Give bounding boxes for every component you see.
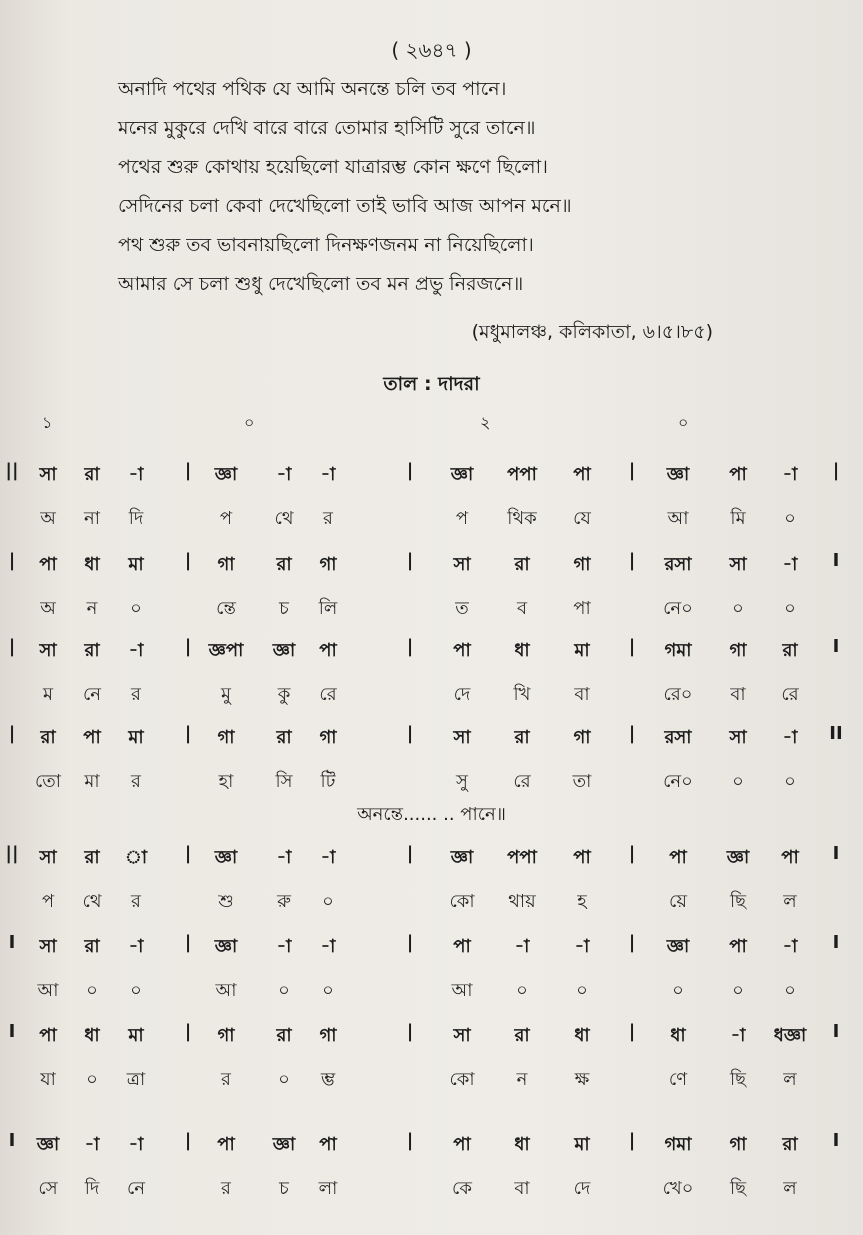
swara-note: -া <box>782 727 798 748</box>
beat-mark: ০ <box>678 413 689 432</box>
lyric-syllable: কো <box>449 891 475 912</box>
lyric-syllable: আ <box>451 980 473 1001</box>
lyric-syllable: মু <box>221 684 231 705</box>
lyric-syllable: ছি <box>729 891 747 912</box>
bar-line: | <box>8 636 16 657</box>
swara-note: ধা <box>670 1025 686 1046</box>
lyric-syllable: ক্ষ <box>574 1069 590 1090</box>
lyric-syllable: নে <box>82 684 102 705</box>
swara-note: রা <box>276 727 292 748</box>
bar-line: I <box>8 1130 16 1151</box>
lyric-syllable: র <box>323 508 333 529</box>
lyric-row <box>0 887 863 917</box>
swara-note: জ্ঞা <box>450 464 474 485</box>
swara-note: -া <box>128 1134 144 1155</box>
bar-line: | <box>628 1130 636 1151</box>
swara-note: গমা <box>664 640 692 661</box>
bar-line: || <box>5 460 19 481</box>
swara-note: া <box>124 847 148 868</box>
bar-line: | <box>8 550 16 571</box>
swara-note: সা <box>453 727 471 748</box>
lyric-row <box>0 1065 863 1095</box>
bar-line: | <box>628 550 636 571</box>
swara-note: পা <box>573 847 591 868</box>
lyric-syllable: শু <box>218 891 234 912</box>
swara-note: ধা <box>514 640 530 661</box>
swara-note: গমা <box>664 1134 692 1155</box>
swara-note: রা <box>514 554 530 575</box>
source-citation: (মধুমালঞ্চ, কলিকাতা, ৬।৫।৮৫) <box>471 321 713 343</box>
bar-line: | <box>406 460 414 481</box>
lyric-syllable: তো <box>34 771 62 792</box>
lyric-syllable: নে <box>126 1178 146 1199</box>
swara-note: পা <box>39 554 57 575</box>
swara-note: সা <box>39 464 57 485</box>
poem-line: পথ শুরু তব ভাবনায়ছিলো দিনক্ষণজনম না নিয়েছিলো। <box>118 234 534 256</box>
refrain-note: অনন্তে...... .. পানে॥ <box>357 804 506 825</box>
lyric-syllable: মি <box>730 508 746 529</box>
beat-mark: ০ <box>244 413 255 432</box>
swara-note: পা <box>83 727 101 748</box>
bar-line: I <box>832 932 840 953</box>
lyric-syllable: রে <box>319 684 337 705</box>
bar-line: | <box>406 550 414 571</box>
poem-line: আমার সে চলা শুধু দেখেছিলো তব মন প্রভু নিরজনে॥ <box>118 273 524 295</box>
swara-note: গা <box>217 554 235 575</box>
swara-note: গা <box>573 727 591 748</box>
lyric-syllable: প <box>219 508 233 529</box>
swara-note: গা <box>729 1134 747 1155</box>
swara-note: রা <box>782 1134 798 1155</box>
swara-note: ধা <box>84 1025 100 1046</box>
swara-note: রা <box>276 554 292 575</box>
page-number: ( ২৬৪৭ ) <box>391 38 472 62</box>
bar-line: I <box>832 636 840 657</box>
swara-note: সা <box>39 847 57 868</box>
lyric-syllable: ০ <box>784 771 796 792</box>
swara-row <box>0 723 863 753</box>
bar-line: | <box>628 460 636 481</box>
swara-note: জ্ঞা <box>214 464 238 485</box>
lyric-syllable: ত <box>455 598 469 619</box>
lyric-syllable: রু <box>277 891 291 912</box>
bar-line: I <box>832 843 840 864</box>
lyric-syllable: ল <box>783 1178 797 1199</box>
lyric-syllable: আ <box>37 980 59 1001</box>
swara-note: -া <box>320 464 336 485</box>
lyric-syllable: র <box>221 1178 231 1199</box>
lyric-syllable: ম <box>43 684 53 705</box>
lyric-syllable: ছি <box>729 1069 747 1090</box>
lyric-syllable: ০ <box>576 980 588 1001</box>
swara-note: জ্ঞা <box>450 847 474 868</box>
lyric-syllable: র <box>131 771 141 792</box>
swara-note: -া <box>320 847 336 868</box>
swara-note: পা <box>573 464 591 485</box>
lyric-syllable: থিক <box>507 508 537 529</box>
swara-note: রা <box>84 640 100 661</box>
bar-line: | <box>184 723 192 744</box>
swara-note: জ্ঞপা <box>208 640 244 661</box>
lyric-syllable: প <box>455 508 469 529</box>
lyric-syllable: ০ <box>86 1069 98 1090</box>
lyric-syllable: ল <box>783 891 797 912</box>
lyric-syllable: ত্রা <box>126 1069 146 1090</box>
swara-note: -া <box>514 936 530 957</box>
lyric-row <box>0 976 863 1006</box>
swara-note: পপা <box>507 464 537 485</box>
bar-line: | <box>628 932 636 953</box>
swara-note: জ্ঞা <box>666 464 690 485</box>
swara-note: সা <box>453 1025 471 1046</box>
lyric-syllable: বা <box>730 684 746 705</box>
lyric-syllable: ন্তে <box>216 598 236 619</box>
bar-line: | <box>8 723 16 744</box>
swara-note: পা <box>781 847 799 868</box>
swara-note: সা <box>729 554 747 575</box>
lyric-syllable: ০ <box>322 980 334 1001</box>
lyric-syllable: মা <box>84 771 100 792</box>
swara-note: রা <box>514 727 530 748</box>
poem-lyrics <box>118 70 572 304</box>
lyric-syllable: যে <box>573 508 591 529</box>
swara-note: পা <box>453 936 471 957</box>
swara-row <box>0 1021 863 1051</box>
lyric-syllable: চ <box>279 1178 289 1199</box>
lyric-syllable: ০ <box>516 980 528 1001</box>
swara-note: রসা <box>664 554 692 575</box>
swara-note: রা <box>276 1025 292 1046</box>
swara-note: রা <box>40 727 56 748</box>
bar-line: | <box>406 932 414 953</box>
lyric-syllable: আ <box>215 980 237 1001</box>
lyric-syllable: দে <box>573 1178 591 1199</box>
lyric-syllable: বা <box>574 684 590 705</box>
lyric-syllable: দে <box>453 684 471 705</box>
bar-line: | <box>184 460 192 481</box>
swara-note: ধা <box>514 1134 530 1155</box>
lyric-syllable: ন <box>516 1069 528 1090</box>
lyric-syllable: ছি <box>729 1178 747 1199</box>
swara-note: ধা <box>84 554 100 575</box>
swara-note: গা <box>319 1025 337 1046</box>
lyric-syllable: ন <box>86 598 98 619</box>
swara-note: জ্ঞা <box>726 847 750 868</box>
bar-line: | <box>628 843 636 864</box>
poem-line: অনাদি পথের পথিক যে আমি অনন্তে চলি তব পানে। <box>118 78 507 100</box>
bar-line: | <box>184 1021 192 1042</box>
lyric-syllable: কো <box>449 1069 475 1090</box>
swara-note: -া <box>782 464 798 485</box>
bar-line: | <box>406 843 414 864</box>
lyric-syllable: রে <box>513 771 531 792</box>
lyric-syllable: ০ <box>784 598 796 619</box>
swara-row <box>0 460 863 490</box>
swara-note: রা <box>514 1025 530 1046</box>
swara-note: পা <box>453 1134 471 1155</box>
swara-note: জ্ঞা <box>214 936 238 957</box>
swara-note: -া <box>84 1134 100 1155</box>
lyric-syllable: থে <box>274 508 294 529</box>
lyric-syllable: কে <box>452 1178 472 1199</box>
lyric-syllable: রে <box>781 684 799 705</box>
lyric-syllable: চ <box>279 598 289 619</box>
swara-note: পা <box>319 1134 337 1155</box>
lyric-syllable: খি <box>513 684 531 705</box>
swara-note: গা <box>319 554 337 575</box>
beat-mark: ২ <box>480 413 491 432</box>
swara-note: সা <box>39 640 57 661</box>
swara-note: গা <box>217 727 235 748</box>
swara-note: পা <box>729 936 747 957</box>
swara-note: গা <box>573 554 591 575</box>
bar-line: | <box>628 723 636 744</box>
swara-note: -া <box>128 936 144 957</box>
swara-row <box>0 636 863 666</box>
beat-mark: ১ <box>42 413 53 432</box>
lyric-syllable: ল <box>783 1069 797 1090</box>
lyric-syllable: ০ <box>672 980 684 1001</box>
lyric-syllable: তা <box>572 771 592 792</box>
bar-line: || <box>5 843 19 864</box>
lyric-syllable: লি <box>318 598 338 619</box>
lyric-syllable: হা <box>218 771 234 792</box>
beat-markers <box>0 410 863 438</box>
lyric-syllable: টি <box>320 771 336 792</box>
swara-note: জ্ঞা <box>214 847 238 868</box>
swara-note: ধা <box>574 1025 590 1046</box>
swara-row <box>0 550 863 580</box>
lyric-syllable: দি <box>84 1178 100 1199</box>
swara-note: পা <box>217 1134 235 1155</box>
swara-note: মা <box>574 640 590 661</box>
bar-line: I <box>8 932 16 953</box>
lyric-syllable: যা <box>40 1069 56 1090</box>
lyric-syllable: দি <box>128 508 144 529</box>
lyric-syllable: অ <box>40 508 56 529</box>
bar-line: | <box>406 1021 414 1042</box>
bar-line: II <box>829 723 843 744</box>
lyric-syllable: হ <box>577 891 587 912</box>
lyric-syllable: ০ <box>732 598 744 619</box>
lyric-syllable: থে <box>82 891 102 912</box>
bar-line: | <box>184 636 192 657</box>
bar-line: | <box>628 1021 636 1042</box>
poem-line: পথের শুরু কোথায় হয়েছিলো যাত্রারম্ভ কোন ক্ষণে ছিলো। <box>118 156 548 178</box>
lyric-syllable: থায় <box>508 891 536 912</box>
lyric-row <box>0 1174 863 1204</box>
swara-row <box>0 843 863 873</box>
lyric-syllable: কু <box>277 684 291 705</box>
swara-note: -া <box>276 936 292 957</box>
swara-note: মা <box>128 1025 144 1046</box>
swara-note: -া <box>782 554 798 575</box>
swara-note: -া <box>276 847 292 868</box>
swara-note: জ্ঞা <box>36 1134 60 1155</box>
swara-note: সা <box>39 936 57 957</box>
swara-note: -া <box>730 1025 746 1046</box>
swara-note: রা <box>84 847 100 868</box>
lyric-syllable: ণে <box>668 1069 688 1090</box>
lyric-syllable: র <box>131 891 141 912</box>
swara-note: -া <box>574 936 590 957</box>
bar-line: | <box>184 932 192 953</box>
lyric-syllable: না <box>84 508 100 529</box>
swara-note: গা <box>217 1025 235 1046</box>
swara-note: মা <box>128 554 144 575</box>
swara-note: রা <box>782 640 798 661</box>
swara-note: রসা <box>664 727 692 748</box>
lyric-syllable: অ <box>40 598 56 619</box>
swara-note: পা <box>453 640 471 661</box>
swara-row <box>0 932 863 962</box>
poem-line: সেদিনের চলা কেবা দেখেছিলো তাই ভাবি আজ আপন মনে॥ <box>118 195 572 217</box>
bar-line: | <box>832 460 840 481</box>
bar-line: | <box>406 1130 414 1151</box>
swara-note: রা <box>84 936 100 957</box>
lyric-syllable: নে০ <box>663 598 693 619</box>
lyric-syllable: সে <box>38 1178 58 1199</box>
lyric-syllable: নে০ <box>663 771 693 792</box>
swara-note: -া <box>320 936 336 957</box>
lyric-row <box>0 767 863 797</box>
lyric-row <box>0 504 863 534</box>
lyric-syllable: খে০ <box>662 1178 694 1199</box>
lyric-syllable: পা <box>573 598 591 619</box>
lyric-syllable: ব <box>516 598 528 619</box>
bar-line: | <box>184 1130 192 1151</box>
lyric-syllable: ০ <box>278 1069 290 1090</box>
swara-note: পা <box>39 1025 57 1046</box>
swara-note: ধজ্ঞা <box>773 1025 807 1046</box>
bar-line: | <box>184 550 192 571</box>
poem-line: মনের মুকুরে দেখি বারে বারে তোমার হাসিটি সুরে তানে॥ <box>118 117 536 139</box>
lyric-syllable: য়ে <box>669 891 687 912</box>
lyric-row <box>0 594 863 624</box>
swara-note: পা <box>669 847 687 868</box>
bar-line: I <box>832 1021 840 1042</box>
swara-row <box>0 1130 863 1160</box>
lyric-syllable: ০ <box>86 980 98 1001</box>
lyric-syllable: ০ <box>278 980 290 1001</box>
swara-note: সা <box>453 554 471 575</box>
lyric-syllable: ০ <box>130 598 142 619</box>
swara-note: মা <box>574 1134 590 1155</box>
swara-note: -া <box>276 464 292 485</box>
bar-line: I <box>8 1021 16 1042</box>
lyric-syllable: লা <box>318 1178 338 1199</box>
swara-note: মা <box>128 727 144 748</box>
swara-note: জ্ঞা <box>272 640 296 661</box>
swara-note: জ্ঞা <box>272 1134 296 1155</box>
lyric-syllable: ০ <box>322 891 334 912</box>
lyric-row <box>0 680 863 710</box>
swara-note: -া <box>782 936 798 957</box>
lyric-syllable: বা <box>514 1178 530 1199</box>
bar-line: I <box>832 1130 840 1151</box>
lyric-syllable: ০ <box>130 980 142 1001</box>
swara-note: গা <box>729 640 747 661</box>
swara-note: পপা <box>507 847 537 868</box>
swara-note: -া <box>128 640 144 661</box>
swara-note: -া <box>128 464 144 485</box>
lyric-syllable: সি <box>275 771 293 792</box>
lyric-syllable: ০ <box>784 980 796 1001</box>
bar-line: | <box>628 636 636 657</box>
swara-note: পা <box>319 640 337 661</box>
lyric-syllable: র <box>221 1069 231 1090</box>
lyric-syllable: সু <box>456 771 468 792</box>
swara-note: গা <box>319 727 337 748</box>
lyric-syllable: র <box>131 684 141 705</box>
lyric-syllable: প <box>41 891 55 912</box>
bar-line: | <box>406 636 414 657</box>
bar-line: | <box>184 843 192 864</box>
swara-note: রা <box>84 464 100 485</box>
swara-note: সা <box>729 727 747 748</box>
lyric-syllable: ০ <box>784 508 796 529</box>
lyric-syllable: আ <box>667 508 689 529</box>
tala-heading: তাল : দাদরা <box>383 373 480 395</box>
lyric-syllable: রে০ <box>663 684 693 705</box>
swara-note: পা <box>729 464 747 485</box>
lyric-syllable: ম্ভ <box>320 1069 336 1090</box>
lyric-syllable: ০ <box>732 771 744 792</box>
bar-line: I <box>832 550 840 571</box>
bar-line: | <box>406 723 414 744</box>
swara-note: জ্ঞা <box>666 936 690 957</box>
lyric-syllable: ০ <box>732 980 744 1001</box>
